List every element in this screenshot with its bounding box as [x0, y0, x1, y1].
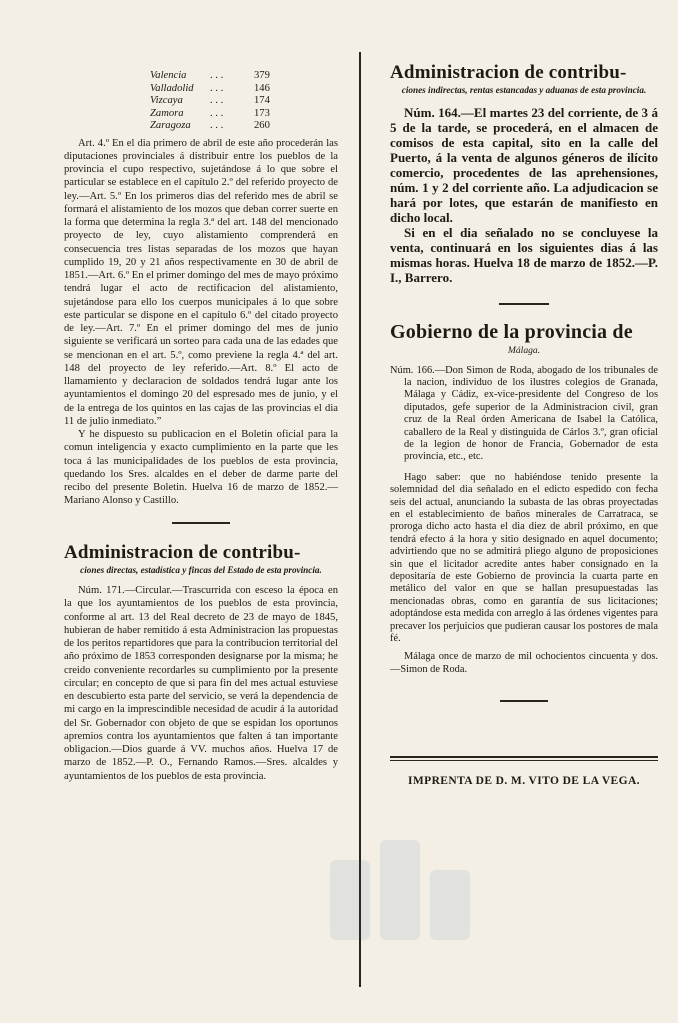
leader-dots: . . . [210, 70, 224, 81]
right-column [390, 62, 658, 789]
section-separator [499, 303, 549, 305]
admin-directas-subtitle: ciones directas, estadística y fincas del Estado de esta provincia. [80, 564, 322, 575]
circular-171-text: Núm. 171.—Circular.—Trascurrida con esceso la época en la que los ayuntamientos de los pueblos de esta provincia, conforme al art. 13 del Real decreto de 23 de mayo de 1845, hubieran de haber remitido á esta Administracion las propuestas de los peritos repartidores que para la contribucion territorial del año próximo de 1853 corresponden designarse por la misma; he creido conveniente recordarles su cumplimiento por la presente circular; en concepto de que si para fin del mes actual estuviese en descubierto esta parte del servicio, se verá la dependencia de mi cargo en la imprescindible necesidad de acudir á la autoridad del Sr. Gobernador con objeto de que se espidan los oportunos apremios contra los ayuntamientos que falten á tan importante obligacion.—Dios guarde á VV. muchos años. Huelva 17 de marzo de 1852.—P. O., Fernando Ramos.—Sres. alcaldes y ayuntamientos de los pueblos de esta provincia. [64, 585, 338, 782]
law-articles-paragraph: Art. 4.º En el dia primero de abril de este año procederán las diputaciones provinciales á distribuir entre los pueblos de la provincia el cupo respectivo, sujetándose á lo que sobre el particular se establece en el capítulo 2.º del referido proyecto de ley.—Art. 5.º En los primeros dias del referido mes de abril se formará el alistamiento de los mozos que deban correr suerte en la forma que determina la regla 3.ª del art. 148 del mencionado proyecto de ley, cuyo alistamiento comprenderá en consecuencia tres listas separadas de los mozos que hayan cumplido 19, 20 y 21 años respectivamente en 30 de abril de 1851.—Art. 6.º En el primer domingo del mes de mayo próximo tendrá lugar el acto de rectificacion del alistamiento, sujetándose para ello los cuerpos municipales á lo que sobre este particular se dispone en el capítulo 6.º del citado proyecto de ley.—Art. 7.º En el primer domingo del mes de junio siguiente se verificará un sorteo para cada una de las edades que se mencionan en el art. 5.º, como previene la regla 4.ª del art. 148 del proyecto de ley referido.—Art. 8.º El acto de llamamiento y declaracion de soldados tendrá lugar ante los ayuntamientos el domingo 20 del espresado mes de junio, y el de la entrega de los quintos en las cajas de las provincias el dia 11 de julio inmediato.” [64, 137, 338, 427]
leader-dots: . . . [210, 95, 224, 106]
imprenta-rule-thin [390, 760, 658, 761]
section-separator [172, 522, 230, 524]
notice-164-paragraph-2: Si en el dia señalado no se concluyese la venta, continuará en los siguientes dias á las mismas horas. Huelva 18 de marzo de 1852.—P. I., Barrero. [390, 224, 658, 285]
notice-164-paragraph-1: Núm. 164.—El martes 23 del corriente, de 3 á 5 de la tarde, se procederá, en el almacen de comisos de esta capital, sito en la calle del Puerto, á la venta de algunos géneros de ilícito comercio, procedentes de las aprehensiones, núm. 1 y 2 del corriente año. La adjudicacion se hará por lotes, que estarán de manifiesto en dicho local. [390, 104, 658, 225]
province-value: 379 [254, 70, 270, 81]
province-value: 260 [254, 120, 270, 131]
gobierno-entry-166: Núm. 166.—Don Simon de Roda, abogado de los tribunales de la nacion, individuo de los ilustres colegios de Granada, Málaga y Cádiz, ex-vice-presidente del Congreso de los diputados, gefe superior de la Administracion civil, gran cruz de la Real órden Americana de Isabel la Católica, caballero de la Real y distinguida de Cárlos 3.º, gran oficial de la legion de honor de Francia, Gobernador de esta provincia, etc., etc. [390, 364, 658, 463]
province-value: 174 [254, 95, 270, 106]
province-row [150, 70, 270, 83]
leader-dots: . . . [210, 82, 224, 94]
gobierno-subtitle: Málaga. [507, 344, 541, 356]
province-row [150, 108, 270, 121]
province-name: Valladolid [150, 82, 194, 94]
imprenta-rule-thick [390, 756, 658, 758]
province-row [150, 120, 270, 133]
province-quota-table [150, 70, 270, 133]
admin-indirectas-title: Administracion de contribu- [390, 62, 627, 83]
gobierno-paragraph-1: Hago saber: que no habiéndose tenido presente la solemnidad del dia señalado en el edicto espedido con fecha seis del actual, anunciando la subasta de las obras proyectadas en el establecimiento de baños minerales de Carratraca, se proroga dicho acto hasta el dia diez de abril próximo, en que tendrá efecto á la hora y sitio designado en aquel documento; advirtiendo que no se admitirá pliego alguno de proposiciones sin que el licitador acredite antes haber consignado en la depositaría de este Gobierno de provincia la cuarta parte en metálico del valor en que se hallan presupuestadas las mencionadas obras, como en garantía de sus licitaciones; adoptándose esta medida con arreglo á las órdenes vigentes para precaver los perjuicios que pudieran causar los postores de mala fé. [390, 471, 658, 645]
province-row [150, 83, 270, 96]
gobierno-paragraph-2: Málaga once de marzo de mil ochocientos cincuenta y dos.—Simon de Roda. [390, 651, 658, 675]
leader-dots: . . . [210, 120, 224, 131]
province-value: 173 [254, 107, 270, 119]
left-column [64, 62, 338, 783]
province-name: Vizcaya [150, 95, 183, 106]
province-value: 146 [254, 82, 270, 94]
admin-directas-title: Administracion de contribu- [64, 541, 301, 563]
province-name: Zamora [150, 107, 184, 119]
notice-164 [390, 105, 658, 285]
publication-paragraph: Y he dispuesto su publicacion en el Boletin oficial para la comun inteligencia y exacto cumplimiento en la parte que les toca á las municipalidades de los pueblos de esta provincia, quedando los Sres. alcaldes en el deber de darme parte del recibo del presente Boletin. Huelva 16 de marzo de 1852.—Mariano Alonso y Castillo. [64, 429, 338, 507]
gobierno-body [390, 365, 658, 677]
library-stamp-watermark [300, 820, 500, 970]
imprenta-credit: IMPRENTA DE D. M. VITO DE LA VEGA. [408, 775, 640, 788]
section-separator [500, 700, 548, 702]
province-name: Valencia [150, 70, 187, 81]
province-row [150, 95, 270, 108]
gobierno-title: Gobierno de la provincia de [390, 320, 633, 343]
province-name: Zaragoza [150, 120, 191, 131]
admin-indirectas-subtitle: ciones indirectas, rentas estancadas y aduanas de esta provincia. [401, 85, 647, 95]
leader-dots: . . . [210, 107, 224, 119]
